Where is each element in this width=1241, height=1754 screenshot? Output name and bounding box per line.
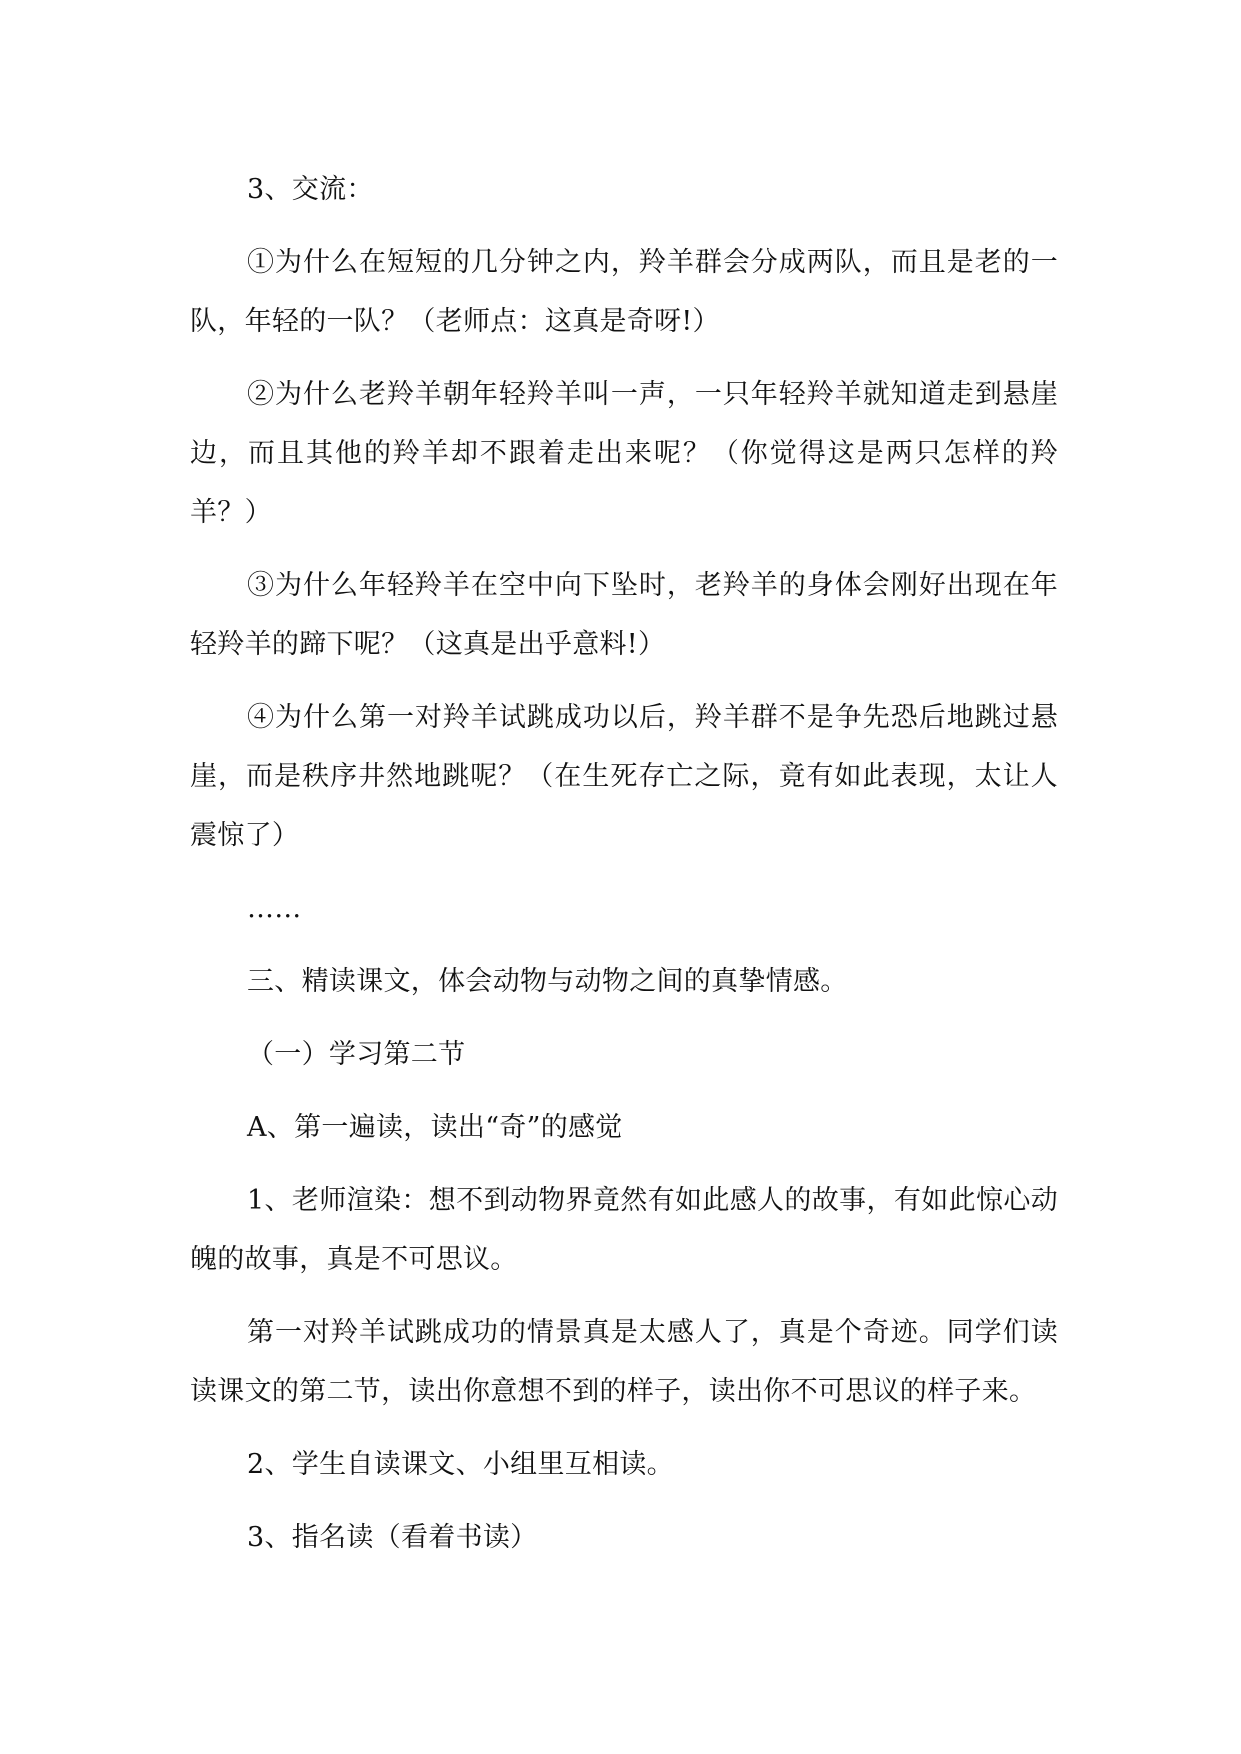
section-heading-3: 三、精读课文，体会动物与动物之间的真挚情感。 bbox=[247, 966, 848, 997]
paragraph-named-reading: 3、指名读（看着书读） bbox=[247, 1522, 538, 1553]
subsection-heading-1: （一）学习第二节 bbox=[247, 1039, 466, 1070]
paragraph-question-3: ③为什么年轻羚羊在空中向下坠时，老羚羊的身体会刚好出现在年轻羚羊的蹄下呢？（这真是出乎意料!） bbox=[190, 570, 1058, 660]
step-heading-a: A、第一遍读，读出“奇”的感觉 bbox=[247, 1112, 623, 1143]
paragraph-question-2: ②为什么老羚羊朝年轻羚羊叫一声，一只年轻羚羊就知道走到悬崖边，而且其他的羚羊却不跟着走出来呢？（你觉得这是两只怎样的羚羊？） bbox=[190, 379, 1058, 528]
paragraph-ellipsis: …… bbox=[247, 893, 302, 924]
paragraph-exchange-heading: 3、交流： bbox=[247, 174, 374, 205]
document-body bbox=[190, 160, 1058, 1581]
paragraph-teacher-intro: 1、老师渲染：想不到动物界竟然有如此感人的故事，有如此惊心动魄的故事，真是不可思议。 bbox=[190, 1185, 1058, 1275]
paragraph-question-4: ④为什么第一对羚羊试跳成功以后，羚羊群不是争先恐后地跳过悬崖，而是秩序井然地跳呢？（在生死存亡之际，竟有如此表现，太让人震惊了） bbox=[190, 702, 1058, 851]
paragraph-reading-instruction: 第一对羚羊试跳成功的情景真是太感人了，真是个奇迹。同学们读读课文的第二节，读出你意想不到的样子，读出你不可思议的样子来。 bbox=[190, 1317, 1058, 1407]
paragraph-self-reading: 2、学生自读课文、小组里互相读。 bbox=[247, 1449, 674, 1480]
paragraph-question-1: ①为什么在短短的几分钟之内，羚羊群会分成两队，而且是老的一队，年轻的一队？（老师点：这真是奇呀!） bbox=[190, 247, 1058, 337]
